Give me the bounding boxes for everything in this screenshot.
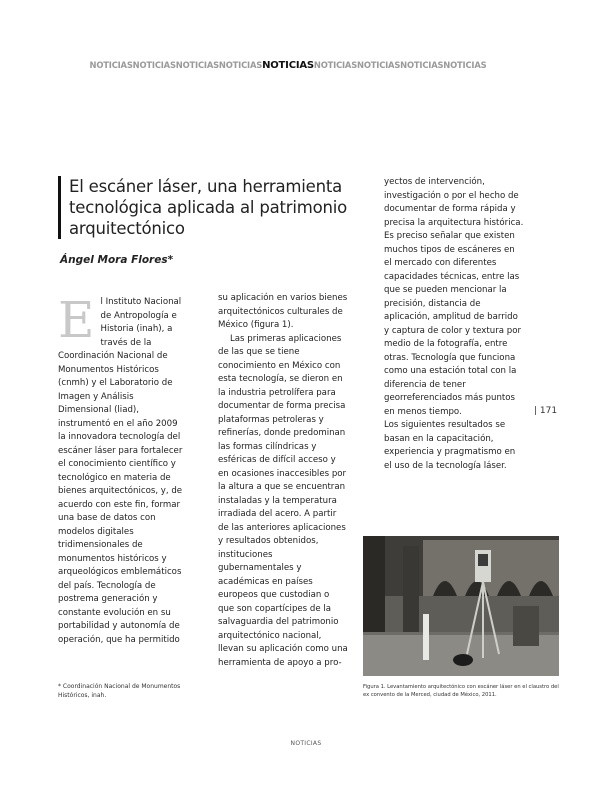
page-footer: NOTICIAS	[290, 740, 322, 747]
banner-left: NOTICIASNOTICIASNOTICIASNOTICIAS	[89, 60, 263, 70]
footnote: * Coordinación Nacional de Monumentos Históricos, inah.	[58, 683, 181, 699]
paragraph-continuation: su aplicación en varios bienes arquitectónicos culturales de México (figura 1).	[218, 293, 348, 330]
paragraph-intro: l Instituto Nacional de Antropología e Historia (inah), a través de la Coordinación Nacional de Monumentos Históricos (cnmh) y el Laboratorio de Imagen y Análisis Dimensional (liad), instrumentó en el año 2009 la innovadora tecnología del escáner láser para fortalecer el conocimiento científico y tecnológico en materia de bienes arquitectónicos, y, de acuerdo con este fin, formar una base de datos con modelos digitales tridimensionales de monumentos históricos y arqueológicos emblemáticos del país. Tecnología de postrema generación y constante evolución en su portabilidad y autonomía de operación, que ha permitido	[58, 297, 183, 645]
figure-photo	[363, 536, 559, 676]
page-number: | 171	[534, 406, 558, 416]
article-author: Ángel Mora Flores*	[60, 254, 174, 266]
banner-right: NOTICIASNOTICIASNOTICIASNOTICIAS	[313, 60, 487, 70]
paragraph-applications: Las primeras aplicaciones de las que se tiene conocimiento en México con esta tecnología, se dieron en la industria petrolífera para documentar de forma precisa plataformas petroleras y refinerías, donde predominan las formas cilíndricas y esféricas de difícil acceso y en ocasiones inaccesibles por la altura a que se encuentran instaladas y la temperatura irradiada del acero. A partir de las anteriores aplicaciones y resultados obtenidos, instituciones gubernamentales y académicas en países europeos que custodian o que son copartícipes de la salvaguardia del patrimonio arquitectónico nacional, llevan su aplicación como una herramienta de apoyo a pro-	[218, 333, 348, 668]
figure-caption: Figura 1. Levantamiento arquitectónico con escáner láser en el claustro del ex convento de la Merced, ciudad de México, 2011.	[363, 684, 559, 698]
drop-cap: E	[58, 291, 95, 349]
title-block	[58, 176, 359, 239]
text-column-1	[58, 291, 186, 647]
cloister-scanner-illustration	[363, 536, 559, 676]
banner-highlight: NOTICIAS	[262, 60, 314, 71]
paragraph-results: Los siguientes resultados se basan en la capacitación, experiencia y pragmatismo en el uso de la tecnología láser.	[384, 420, 516, 471]
text-column-2	[218, 292, 348, 670]
article-title: El escáner láser, una herramienta tecnológica aplicada al patrimonio arquitectónico	[69, 177, 348, 238]
text-column-3	[384, 176, 524, 473]
section-banner	[48, 60, 528, 71]
paragraph-projects: yectos de intervención, investigación o por el hecho de documentar de forma rápida y precisa la arquitectura histórica. Es preciso señalar que existen muchos tipos de escáneres en el mercado con diferentes capacidades técnicas, entre las que se pueden mencionar la precisión, distancia de aplicación, amplitud de barrido y captura de color y textura por medio de la fotografía, entre otras. Tecnología que funciona como una estación total con la diferencia de tener georreferenciados más puntos en menos tiempo.	[384, 177, 524, 417]
